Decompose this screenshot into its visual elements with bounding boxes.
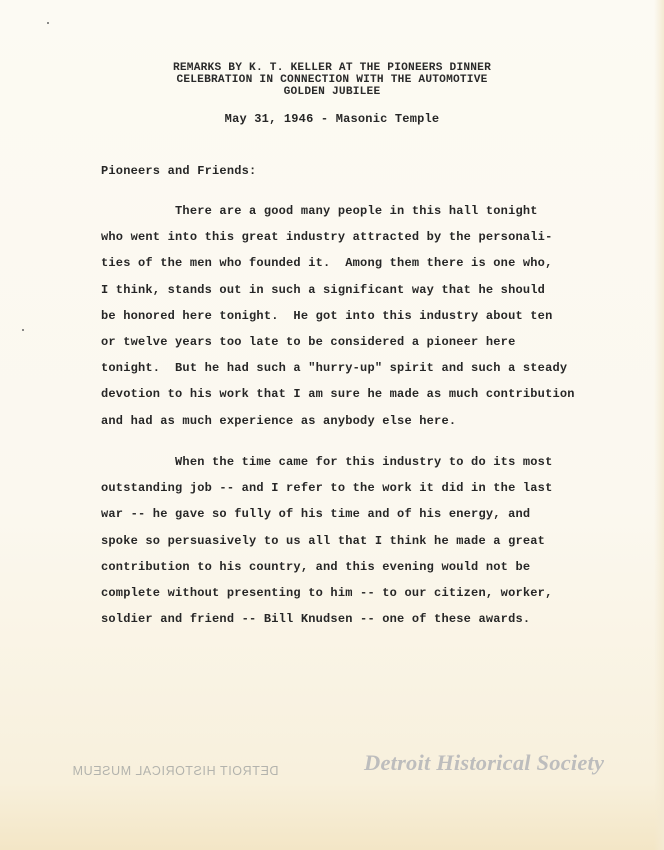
salutation: Pioneers and Friends: (101, 164, 257, 178)
text-line: and had as much experience as anybody else here. (101, 413, 457, 428)
title-line: REMARKS BY K. T. KELLER AT THE PIONEERS DINNER (172, 62, 492, 74)
text-line: or twelve years too late to be considered a pioneer here (101, 334, 516, 349)
text-line: contribution to his country, and this evening would not be (101, 559, 531, 574)
text-line: devotion to his work that I am sure he made as much contribution (101, 387, 575, 402)
title-line: CELEBRATION IN CONNECTION WITH THE AUTOMOTIVE (176, 74, 488, 86)
text-line: There are a good many people in this hall tonight (101, 204, 538, 218)
paper-speck (47, 22, 49, 24)
paper-speck (22, 329, 24, 331)
text-line: When the time came for this industry to do its most (101, 455, 553, 469)
museum-stamp-mirrored: DETROIT HISTORICAL MUSEUM (72, 764, 279, 778)
text-line: outstanding job -- and I refer to the work it did in the last (101, 481, 553, 496)
text-line: I think, stands out in such a significant way that he should (101, 282, 546, 297)
dateline: May 31, 1946 - Masonic Temple (224, 112, 440, 126)
text-line: complete without presenting to him -- to our citizen, worker, (101, 585, 553, 600)
watermark: Detroit Historical Society (364, 750, 605, 775)
text-line: ties of the men who founded it. Among them there is one who, (101, 256, 553, 271)
paragraph-1 (101, 204, 575, 440)
text-line: who went into this great industry attracted by the personali- (101, 230, 553, 245)
text-line: be honored here tonight. He got into this industry about ten (101, 308, 553, 323)
title-line: GOLDEN JUBILEE (283, 86, 381, 98)
text-line: spoke so persuasively to us all that I think he made a great (101, 533, 546, 548)
document-title (100, 62, 564, 98)
text-line: war -- he gave so fully of his time and of his energy, and (101, 507, 531, 522)
paragraph-2 (101, 455, 552, 638)
text-line: soldier and friend -- Bill Knudsen -- one of these awards. (101, 612, 531, 627)
text-line: tonight. But he had such a "hurry-up" spirit and such a steady (101, 361, 568, 376)
